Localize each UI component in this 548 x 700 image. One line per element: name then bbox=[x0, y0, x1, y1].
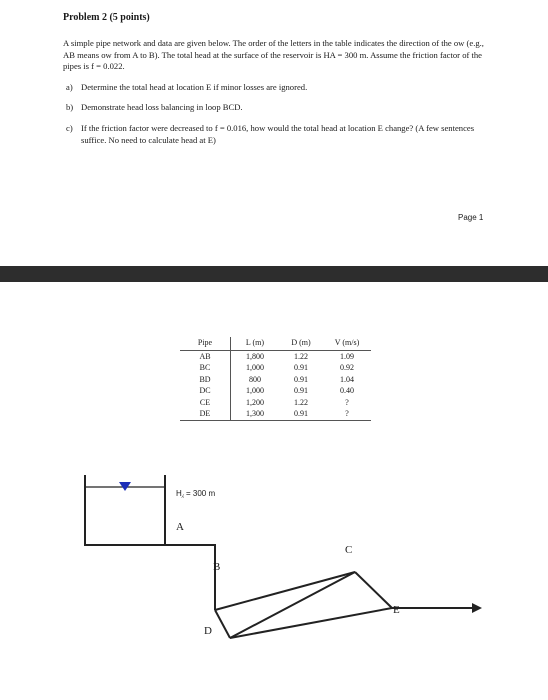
table-cell: 0.91 bbox=[294, 363, 308, 373]
table-cell: 1,300 bbox=[231, 408, 280, 420]
pipe-dc bbox=[230, 572, 355, 638]
question-c-label: c) bbox=[66, 123, 73, 133]
node-label-e: E bbox=[393, 604, 400, 616]
table-cell: 1,200 bbox=[231, 397, 280, 409]
table-cell: ? bbox=[345, 397, 349, 407]
table-header: V (m/s) bbox=[323, 337, 371, 350]
page-number: Page 1 bbox=[458, 213, 484, 222]
table-cell: 800 bbox=[231, 374, 280, 386]
table-cell: AB bbox=[199, 351, 211, 361]
table-cell: 1,000 bbox=[231, 385, 280, 397]
table-cell: 1.09 bbox=[340, 351, 354, 361]
table-header: Pipe bbox=[180, 337, 231, 350]
pipe-bc bbox=[215, 572, 355, 610]
table-cell: 1.04 bbox=[340, 374, 354, 384]
pipe-de bbox=[230, 608, 392, 638]
table-cell: 1.22 bbox=[294, 397, 308, 407]
pipe-ce bbox=[355, 572, 392, 608]
problem-title: Problem 2 (5 points) bbox=[63, 12, 150, 23]
table-cell: 1,800 bbox=[231, 350, 280, 362]
head-label: H⁁ = 300 m bbox=[176, 489, 216, 498]
table-cell: 1.22 bbox=[294, 351, 308, 361]
question-a-label: a) bbox=[66, 82, 73, 92]
table-cell: 0.91 bbox=[294, 386, 308, 396]
table-cell: BD bbox=[199, 374, 211, 384]
outflow-arrow-icon bbox=[472, 603, 482, 613]
table-cell: ? bbox=[323, 408, 371, 420]
table-cell: 0.92 bbox=[340, 363, 354, 373]
table-cell: DE bbox=[180, 408, 231, 420]
table-cell: 0.91 bbox=[294, 374, 308, 384]
node-label-d: D bbox=[204, 625, 212, 637]
problem-intro: A simple pipe network and data are given below. The order of the letters in the table indicates the direction of the ow (e.g., AB means ow from A to B). The total head at the surface of the reservoir is HA = 300 m. Assume the friction factor of the pipes is f = 0.022. bbox=[63, 38, 484, 71]
table-header: L (m) bbox=[231, 337, 280, 350]
question-a-text: Determine the total head at location E if minor losses are ignored. bbox=[81, 82, 308, 92]
question-c-text: If the friction factor were decreased to f = 0.016, how would the total head at location E change? (A few sentences suffice. No need to calculate head at E) bbox=[81, 123, 475, 145]
table-cell: CE bbox=[199, 397, 211, 407]
pipe-bd bbox=[215, 610, 230, 638]
node-label-b: B bbox=[213, 561, 221, 573]
table-cell: 0.91 bbox=[279, 408, 323, 420]
node-label-c: C bbox=[345, 544, 353, 556]
table-cell: DC bbox=[199, 386, 211, 396]
pipe-ab bbox=[165, 545, 215, 610]
table-header: D (m) bbox=[279, 337, 323, 350]
table-cell: 0.40 bbox=[340, 386, 354, 396]
node-label-a: A bbox=[176, 521, 184, 533]
table-cell: BC bbox=[199, 363, 211, 373]
question-b-text: Demonstrate head loss balancing in loop BCD. bbox=[81, 102, 243, 112]
table-cell: 1,000 bbox=[231, 362, 280, 374]
question-b-label: b) bbox=[66, 102, 74, 112]
